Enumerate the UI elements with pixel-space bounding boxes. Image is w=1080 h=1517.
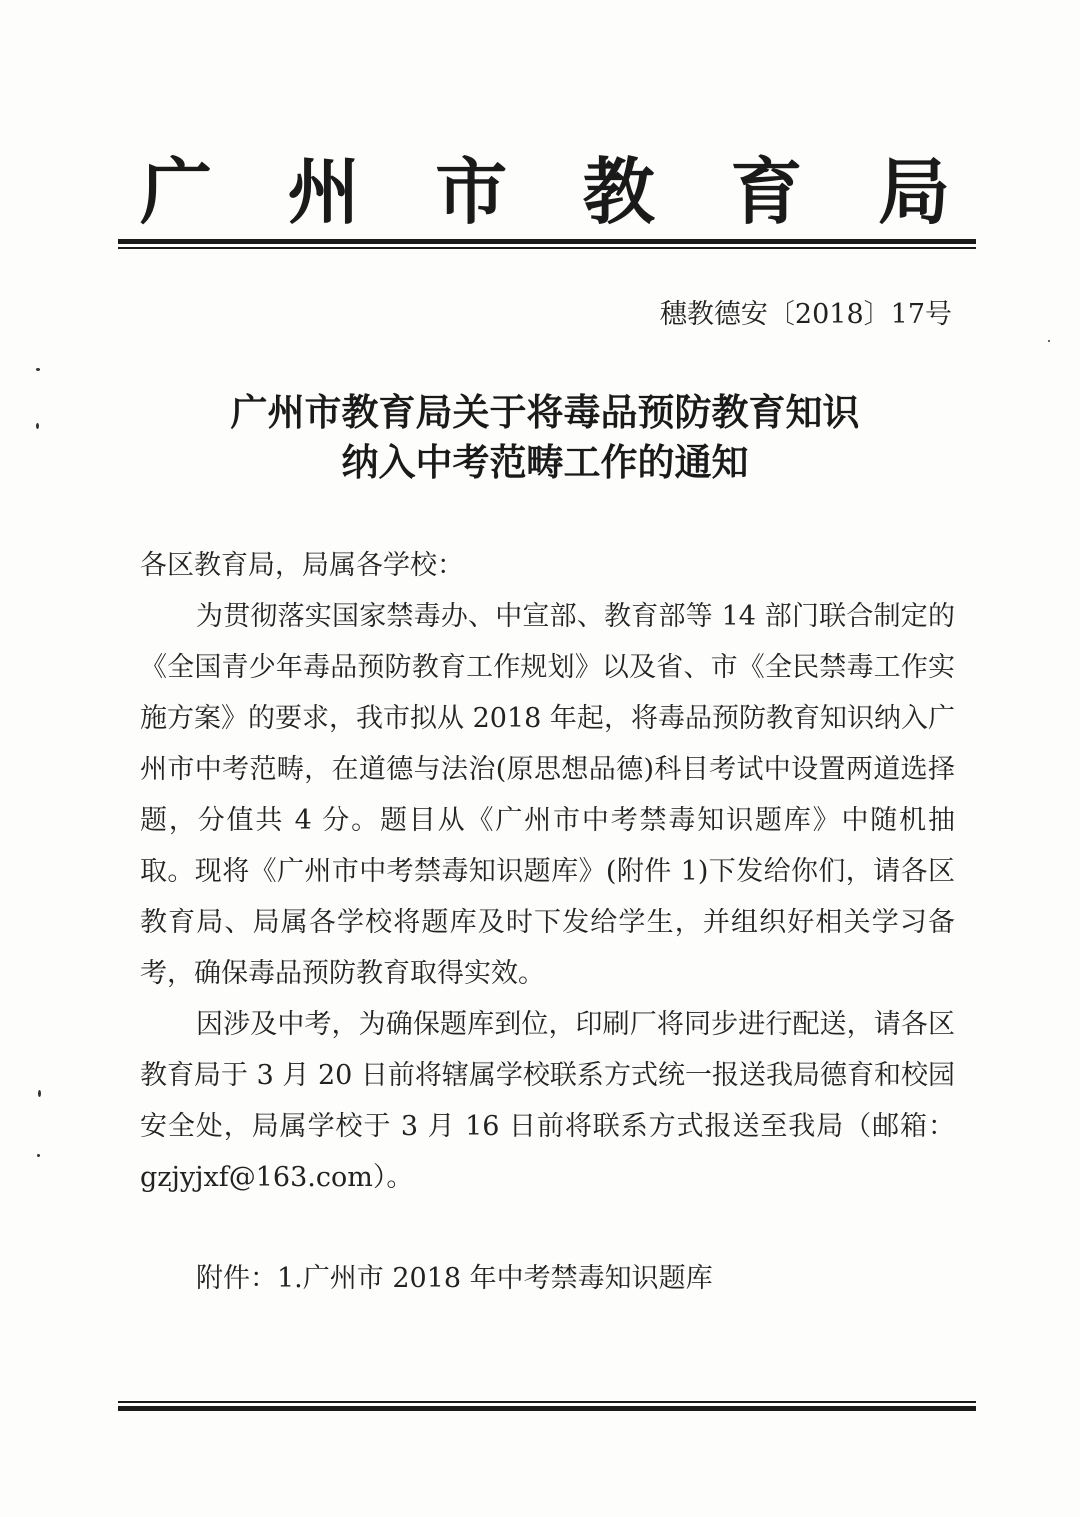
letterhead-char: 育 [730,149,803,234]
scan-speck [37,1154,40,1157]
scan-speck [36,368,40,371]
letterhead-char: 局 [877,149,950,234]
footer-divider-thick [118,1406,976,1411]
letterhead-char: 市 [435,149,508,234]
scan-speck [1048,340,1050,342]
letterhead-char: 广 [140,149,213,234]
attachment-note: 附件：1.广州市 2018 年中考禁毒知识题库 [196,1263,713,1294]
scan-speck [38,1090,41,1097]
body-paragraph: 为贯彻落实国家禁毒办、中宣部、教育部等 14 部门联合制定的《全国青少年毒品预防教育工作规划》以及省、市《全民禁毒工作实施方案》的要求，我市拟从 2018 年起，将毒品预防教育知识纳入广州市中考范畴，在道德与法治(原思想品德)科目考试中设置两道选择题，分值共 4 分。题目从《广州市中考禁毒知识题库》中随机抽取。现将《广州市中考禁毒知识题库》(附件 1)下发给你们，请各区教育局、局属各学校将题库及时下发给学生，并组织好相关学习备考，确保毒品预防教育取得实效。 [140,601,955,989]
scan-speck [36,423,39,429]
document-body [140,540,955,1203]
footer-divider-thin [118,1401,976,1403]
letterhead-divider-thin [118,247,976,249]
letterhead [140,150,950,234]
title-line-1: 广州市教育局关于将毒品预防教育知识 [230,391,860,434]
document-title [140,388,950,488]
title-line-2: 纳入中考范畴工作的通知 [341,441,749,484]
letterhead-char: 教 [582,149,655,234]
salutation: 各区教育局，局属各学校： [140,550,464,581]
body-paragraph: 因涉及中考，为确保题库到位，印刷厂将同步进行配送，请各区教育局于 3 月 20 日前将辖属学校联系方式统一报送我局德育和校园安全处，局属学校于 3 月 16 日前将联系方式报送至我局（邮箱：gzjyjxf@163.com）。 [140,1009,955,1193]
letterhead-char: 州 [287,149,360,234]
letterhead-divider-thick [118,239,976,244]
document-number: 穗教德安〔2018〕17号 [659,299,952,330]
